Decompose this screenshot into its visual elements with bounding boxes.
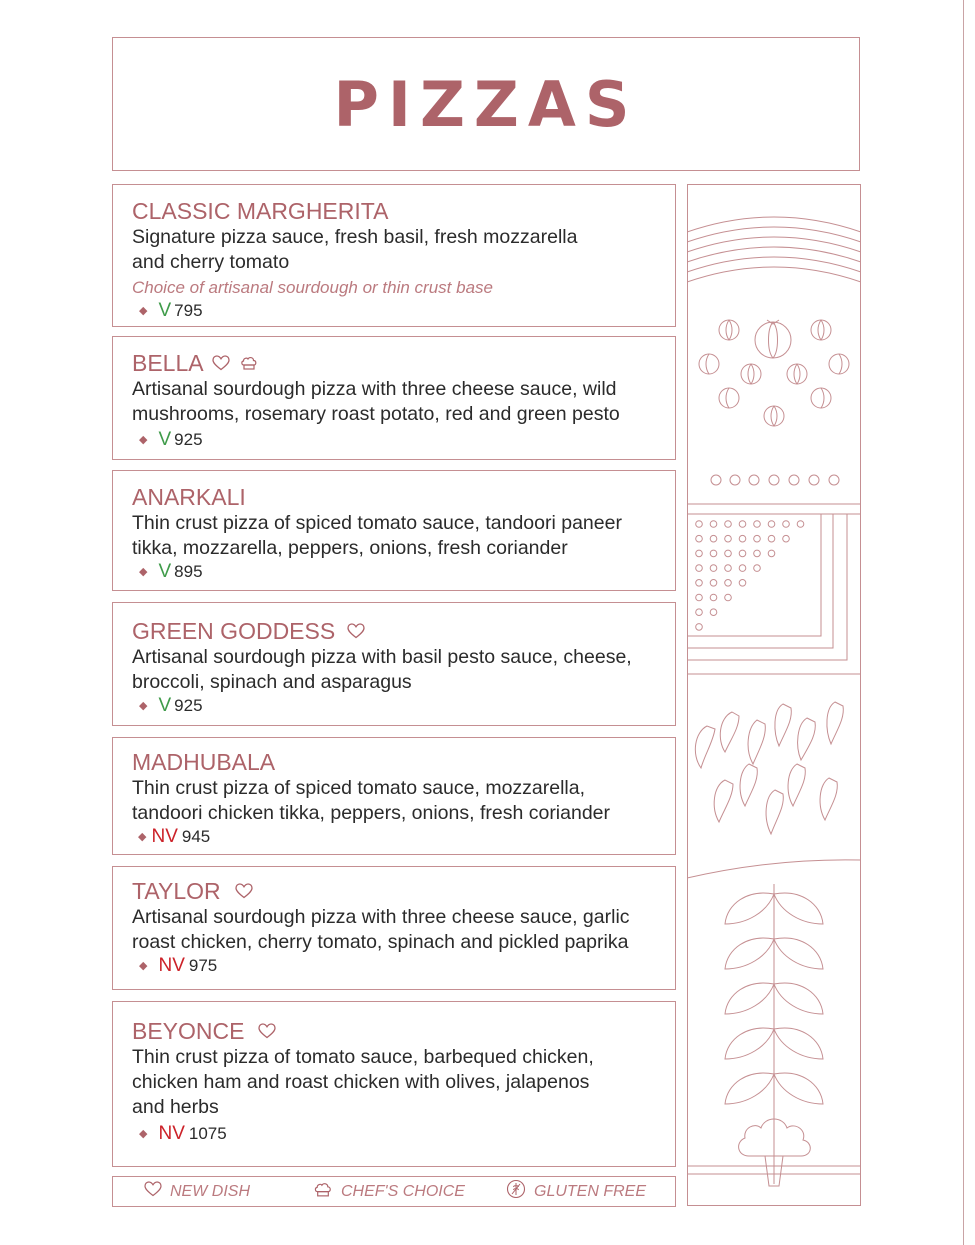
dot: [754, 535, 761, 542]
dot: [696, 550, 703, 557]
dish-description-line: Artisanal sourdough pizza with basil pesto sauce, cheese,: [132, 646, 632, 668]
price-row: [139, 1123, 675, 1145]
price-row: [139, 955, 675, 977]
price-row: [139, 300, 675, 322]
diet-badge: V: [158, 695, 172, 716]
dot: [725, 550, 732, 557]
heart-icon: [235, 883, 253, 899]
dish-description-line: Thin crust pizza of spiced tomato sauce, tandoori paneer: [132, 512, 622, 534]
dot: [783, 535, 790, 542]
dot: [739, 565, 746, 572]
dot: [739, 580, 746, 587]
heart-icon: [258, 1023, 276, 1039]
dot: [739, 521, 746, 528]
price: 925: [174, 696, 203, 715]
dot: [696, 565, 703, 572]
diamond-icon: ◆: [139, 566, 148, 578]
dish-name: CLASSIC MARGHERITA: [132, 198, 389, 224]
chef-hat-icon: [313, 1181, 341, 1203]
dish-note: Choice of artisanal sourdough or thin crust base: [132, 278, 493, 297]
menu-item-madhubala: [112, 737, 676, 855]
price: 925: [174, 430, 203, 449]
dot: [768, 550, 775, 557]
dot: [710, 521, 717, 528]
diet-badge: NV: [158, 1123, 185, 1144]
dish-name: TAYLOR: [132, 877, 675, 905]
heart-icon: [144, 1181, 170, 1202]
menu-item-beyonce: [112, 1001, 676, 1167]
dish-name: MADHUBALA: [132, 749, 276, 775]
dot: [725, 535, 732, 542]
dish-description-line: broccoli, spinach and asparagus: [132, 671, 412, 693]
dish-description-line: chicken ham and roast chicken with olives, jalapenos: [132, 1071, 590, 1093]
dish-description-line: and herbs: [132, 1096, 219, 1118]
price: 975: [188, 956, 218, 975]
price-row: [139, 695, 675, 717]
tomato-icon: [829, 354, 849, 374]
dot: [710, 565, 717, 572]
tomato-icon: [755, 320, 791, 358]
dot: [797, 521, 804, 528]
dot: [754, 550, 761, 557]
chef-hat-icon: [240, 355, 258, 371]
gluten-free-icon: [506, 1179, 534, 1204]
diamond-icon: ◆: [139, 1128, 148, 1140]
dot: [754, 565, 761, 572]
dot: [739, 535, 746, 542]
price: 895: [174, 562, 203, 581]
dot: [710, 609, 717, 616]
tomato-icon: [699, 354, 719, 374]
dish-name: GREEN GODDESS: [132, 617, 675, 645]
dot: [725, 580, 732, 587]
price-row: [139, 429, 675, 451]
dot: [725, 565, 732, 572]
dish-description-line: Artisanal sourdough pizza with three cheese sauce, wild: [132, 378, 617, 400]
dot: [696, 521, 703, 528]
dish-description-line: and cherry tomato: [132, 251, 290, 273]
dot: [783, 521, 790, 528]
dot: [696, 594, 703, 601]
tomato-icon: [787, 364, 807, 384]
dish-description-line: Thin crust pizza of spiced tomato sauce, mozzarella,: [132, 777, 586, 799]
leaf-branch-icon: [725, 884, 823, 1184]
diamond-icon: ◆: [138, 831, 147, 843]
dish-name: BEYONCE: [132, 1017, 675, 1045]
menu-item-taylor: [112, 866, 676, 990]
tomato-icon: [811, 388, 831, 408]
diet-badge: V: [158, 429, 172, 450]
legend-item-chefs-choice: [313, 1177, 465, 1206]
price: 795: [174, 301, 203, 320]
tomato-icon: [719, 320, 739, 340]
dish-description-line: Signature pizza sauce, fresh basil, fresh mozzarella: [132, 226, 578, 248]
dot: [696, 609, 703, 616]
dot: [696, 624, 703, 631]
tomato-icon: [764, 406, 784, 426]
tomato-icon: [719, 388, 739, 408]
menu-item-green-goddess: [112, 602, 676, 726]
dot: [710, 580, 717, 587]
dot: [725, 594, 732, 601]
heart-icon: [212, 355, 230, 371]
diamond-icon: ◆: [139, 434, 148, 446]
chilli-pepper-icon: [695, 702, 843, 834]
page-edge-line: [963, 0, 964, 1245]
dot: [710, 594, 717, 601]
diamond-icon: ◆: [139, 700, 148, 712]
decorative-side-panel: [687, 184, 861, 1206]
diet-badge: NV: [151, 826, 178, 847]
dish-description-line: mushrooms, rosemary roast potato, red and green pesto: [132, 403, 620, 425]
price-row: [138, 826, 675, 848]
legend-label: CHEF'S CHOICE: [341, 1182, 465, 1200]
legend-item-new-dish: [144, 1177, 250, 1206]
price: 945: [181, 827, 211, 846]
dish-name: BELLA: [132, 349, 675, 377]
dot: [768, 535, 775, 542]
price-row: [139, 561, 675, 583]
menu-item-classic-margherita: [112, 184, 676, 327]
diet-badge: V: [158, 300, 172, 321]
diamond-icon: ◆: [139, 960, 148, 972]
dot-grid: [696, 521, 804, 631]
dot: [710, 535, 717, 542]
legend-label: NEW DISH: [170, 1182, 250, 1200]
diamond-icon: ◆: [139, 305, 148, 317]
legend-item-gluten-free: [506, 1177, 646, 1206]
dish-description-line: tandoori chicken tikka, peppers, onions, fresh coriander: [132, 802, 611, 824]
price: 1075: [188, 1124, 227, 1143]
tomato-icon: [741, 364, 761, 384]
dot: [696, 535, 703, 542]
title-box: [112, 37, 860, 171]
heart-icon: [347, 623, 365, 639]
dot: [725, 521, 732, 528]
dot: [754, 521, 761, 528]
dish-description-line: Thin crust pizza of tomato sauce, barbequed chicken,: [132, 1046, 594, 1068]
diet-badge: V: [158, 561, 172, 582]
dish-description-line: roast chicken, cherry tomato, spinach and pickled paprika: [132, 931, 629, 953]
dot: [710, 550, 717, 557]
menu-item-anarkali: [112, 470, 676, 591]
tomato-icon: [811, 320, 831, 340]
dish-name: ANARKALI: [132, 484, 246, 510]
dish-description-line: Artisanal sourdough pizza with three cheese sauce, garlic: [132, 906, 630, 928]
menu-item-bella: [112, 336, 676, 460]
legend-label: GLUTEN FREE: [534, 1182, 647, 1200]
diet-badge: NV: [158, 955, 185, 976]
legend: [112, 1176, 676, 1207]
dot: [696, 580, 703, 587]
dot: [768, 521, 775, 528]
page-title: PIZZAS: [333, 67, 639, 141]
dish-description-line: tikka, mozzarella, peppers, onions, fresh coriander: [132, 537, 568, 559]
dot: [739, 550, 746, 557]
